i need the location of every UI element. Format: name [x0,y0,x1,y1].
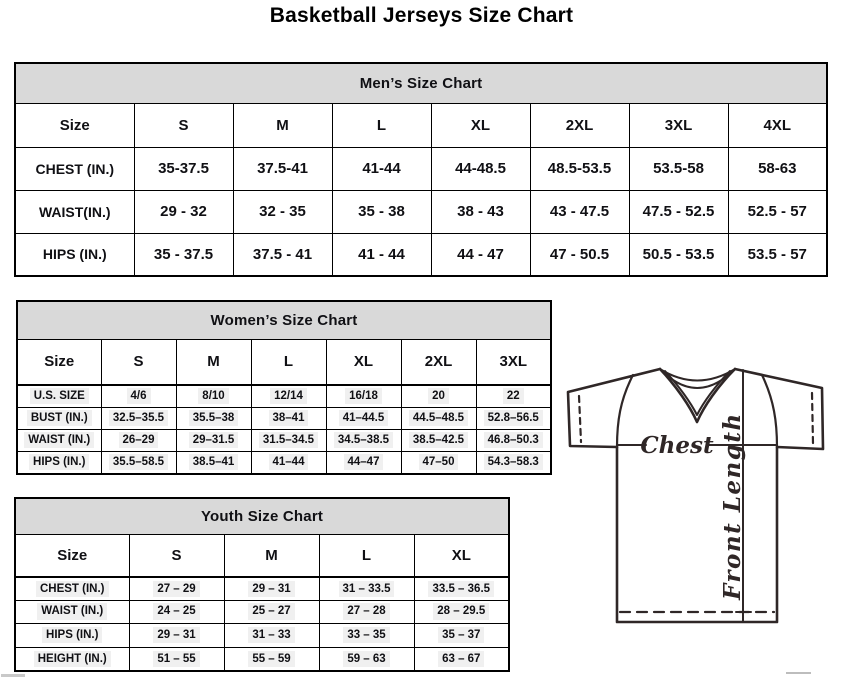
chest-label: Chest [640,432,714,459]
cell-text: 41–44.5 [339,410,389,426]
row-label [17,429,101,451]
jersey-left-sleeve-seam [617,375,633,447]
youth-size-chart-table [14,497,510,672]
cell [129,600,224,623]
cell: 35-37.5 [134,147,233,190]
cell [251,451,326,474]
row-label: CHEST (IN.) [15,147,134,190]
column-header-size: Size [15,103,134,147]
row-label: HIPS (IN.) [15,233,134,276]
cell [401,385,476,407]
cell [414,600,509,623]
cell: 47.5 - 52.5 [629,190,728,233]
cell [319,600,414,623]
cell-text: 52.8–56.5 [484,410,543,426]
row-label [15,647,129,671]
cell-text: 31 – 33 [248,627,294,643]
cell-text: 27 – 29 [153,581,199,597]
cell-text: 55 – 59 [248,651,294,667]
cell [414,623,509,647]
cell-text: 63 – 67 [438,651,484,667]
column-header: S [134,103,233,147]
cell [414,577,509,600]
cell: 50.5 - 53.5 [629,233,728,276]
cell-text: 16/18 [345,388,382,404]
cell: 38 - 43 [431,190,530,233]
front-length-label: Front Length [719,412,746,600]
column-header: S [129,534,224,577]
cell-text: 41–44 [269,454,309,470]
cell-text: 44–47 [344,454,384,470]
cell [326,407,401,429]
cell-text: 38–41 [269,410,309,426]
cell-text: 29 – 31 [248,581,294,597]
column-header: L [319,534,414,577]
cell [129,577,224,600]
cell-text: 46.8–50.3 [484,432,543,448]
cell-text: 29–31.5 [189,432,239,448]
column-header-size: Size [15,534,129,577]
cell [401,429,476,451]
womens-size-chart-table [16,300,552,475]
table-row [15,647,509,671]
cell [319,647,414,671]
cell-text: 35.5–38 [189,410,239,426]
cell-text: 28 – 29.5 [433,603,489,619]
column-header: M [176,339,251,385]
cell-text: 24 – 25 [153,603,199,619]
table-row [17,385,551,407]
cell-text: 12/14 [270,388,307,404]
cell [401,407,476,429]
cell [414,647,509,671]
cell: 35 - 37.5 [134,233,233,276]
cell-text: 27 – 28 [343,603,389,619]
row-label [17,385,101,407]
cell-text: 32.5–35.5 [109,410,168,426]
cell: 58-63 [728,147,827,190]
cell-text: 22 [503,388,524,404]
row-label-text: HEIGHT (IN.) [34,651,111,667]
cell [101,451,176,474]
cell [224,647,319,671]
cell-text: 31.5–34.5 [259,432,318,448]
row-label-text: WAIST (IN.) [37,603,107,619]
jersey-left-cuff-stitch-line [579,396,581,442]
cell [251,407,326,429]
table-row [15,190,827,233]
cell: 44 - 47 [431,233,530,276]
womens-chart-header: Women’s Size Chart [17,301,551,339]
table-row [17,451,551,474]
cell: 53.5-58 [629,147,728,190]
cell [176,385,251,407]
column-header-size: Size [17,339,101,385]
row-label-text: CHEST (IN.) [36,581,109,597]
cell: 43 - 47.5 [530,190,629,233]
column-header: 4XL [728,103,827,147]
column-header: 2XL [401,339,476,385]
cell: 29 - 32 [134,190,233,233]
cell: 32 - 35 [233,190,332,233]
cell [326,451,401,474]
cell [326,385,401,407]
cell-text: 38.5–41 [189,454,239,470]
cell [251,429,326,451]
cell [476,407,551,429]
scrollbar-fragment-left [1,674,25,677]
jersey-collar-inner-v [665,371,730,415]
cell [401,451,476,474]
cell [101,407,176,429]
cell [176,407,251,429]
column-header: 3XL [629,103,728,147]
cell-text: 35.5–58.5 [109,454,168,470]
cell-text: 54.3–58.3 [484,454,543,470]
jersey-right-cuff-stitch-line [812,393,813,444]
cell: 37.5 - 41 [233,233,332,276]
youth-chart-header: Youth Size Chart [15,498,509,534]
table-row [17,429,551,451]
cell-text: 8/10 [198,388,228,404]
cell [176,429,251,451]
cell [129,647,224,671]
cell [319,623,414,647]
row-label-text: WAIST (IN.) [24,432,94,448]
mens-size-chart-table [14,62,828,277]
table-row [15,623,509,647]
scrollbar-fragment-right [786,672,811,674]
jersey-body-outline [617,447,777,622]
cell-text: 47–50 [419,454,459,470]
row-label [17,407,101,429]
cell-text: 4/6 [127,388,151,404]
cell: 41 - 44 [332,233,431,276]
column-header: M [224,534,319,577]
jersey-right-sleeve-seam [762,375,777,447]
cell [476,451,551,474]
cell-text: 44.5–48.5 [409,410,468,426]
cell-text: 29 – 31 [153,627,199,643]
cell [319,577,414,600]
cell [224,623,319,647]
cell-text: 20 [428,388,449,404]
cell [176,451,251,474]
column-header: L [251,339,326,385]
table-row [17,407,551,429]
row-label [15,600,129,623]
column-header: XL [414,534,509,577]
row-label [15,577,129,600]
cell-text: 38.5–42.5 [409,432,468,448]
row-label-text: HIPS (IN.) [42,627,102,643]
cell: 44-48.5 [431,147,530,190]
cell-text: 26–29 [119,432,159,448]
cell [101,385,176,407]
cell-text: 25 – 27 [248,603,294,619]
table-row [15,233,827,276]
cell [224,600,319,623]
column-header: L [332,103,431,147]
table-row [15,147,827,190]
row-label [17,451,101,474]
cell [476,385,551,407]
cell: 47 - 50.5 [530,233,629,276]
cell-text: 35 – 37 [438,627,484,643]
row-label: WAIST(IN.) [15,190,134,233]
cell: 35 - 38 [332,190,431,233]
table-row [15,577,509,600]
column-header: M [233,103,332,147]
row-label-text: HIPS (IN.) [29,454,89,470]
cell: 48.5-53.5 [530,147,629,190]
cell [129,623,224,647]
cell [224,577,319,600]
cell [326,429,401,451]
cell: 37.5-41 [233,147,332,190]
cell-text: 31 – 33.5 [339,581,395,597]
column-header: XL [326,339,401,385]
jersey-right-sleeve-outline [735,369,823,449]
cell: 52.5 - 57 [728,190,827,233]
column-header: 3XL [476,339,551,385]
cell: 41-44 [332,147,431,190]
cell [251,385,326,407]
cell-text: 34.5–38.5 [334,432,393,448]
row-label-text: BUST (IN.) [27,410,92,426]
cell-text: 33 – 35 [343,627,389,643]
row-label-text: U.S. SIZE [30,388,89,404]
jersey-measurement-diagram [560,358,838,630]
cell-text: 33.5 – 36.5 [428,581,494,597]
jersey-collar-back-line-2 [661,370,734,388]
cell-text: 51 – 55 [153,651,199,667]
page-title: Basketball Jerseys Size Chart [269,4,574,27]
column-header: XL [431,103,530,147]
column-header: 2XL [530,103,629,147]
mens-chart-header: Men’s Size Chart [15,63,827,103]
row-label [15,623,129,647]
cell: 53.5 - 57 [728,233,827,276]
table-row [15,600,509,623]
column-header: S [101,339,176,385]
cell [101,429,176,451]
cell [476,429,551,451]
cell-text: 59 – 63 [343,651,389,667]
